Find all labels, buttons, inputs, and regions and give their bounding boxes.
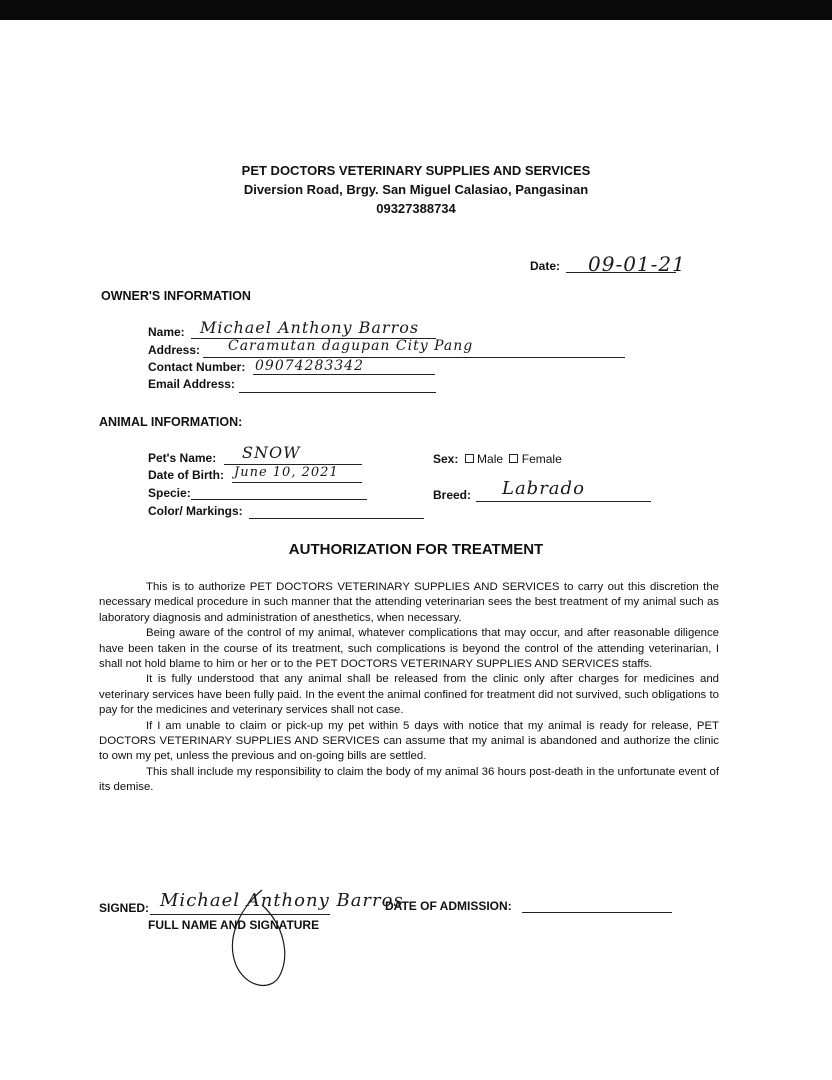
authorization-paragraph: If I am unable to claim or pick-up my pet within 5 days with notice that my animal is ready for release, PET DOCTORS VETERINARY SUPPLIES AND SERVICES can assume that my animal is abandoned and authorize the clinic to own my pet, unless the previous and on-going bills are settled. — [99, 719, 719, 763]
full-name-caption: FULL NAME AND SIGNATURE — [148, 918, 320, 932]
company-address: Diversion Road, Brgy. San Miguel Calasiao, Pangasinan — [243, 182, 589, 197]
sex-male-label: Male — [477, 452, 504, 466]
pet-name-label: Pet's Name: — [148, 451, 217, 465]
signed-label: SIGNED: — [99, 901, 150, 915]
admission-line — [522, 912, 672, 913]
owner-email-label: Email Address: — [148, 377, 235, 391]
dob-value: June 10, 2021 — [234, 465, 339, 480]
company-name: PET DOCTORS VETERINARY SUPPLIES AND SERVICES — [241, 163, 591, 178]
authorization-paragraph: This is to authorize PET DOCTORS VETERINARY SUPPLIES AND SERVICES to carry out this discretion the necessary medical procedure in such manner that the attending veterinarian sees the best treatment of my animal such as laboratory diagnosis and administration of anesthetics, when necessary. — [99, 581, 719, 624]
pet-name-value: SNOW — [242, 443, 301, 462]
date-label: Date: — [530, 259, 561, 273]
authorization-title: AUTHORIZATION FOR TREATMENT — [288, 541, 544, 558]
owner-address-value: Caramutan dagupan City Pang — [228, 338, 474, 354]
date-value: 09-01-21 — [588, 252, 686, 276]
owner-contact-value: 09074283342 — [255, 358, 364, 374]
sex-label: Sex: — [433, 452, 459, 466]
company-phone: 09327388734 — [376, 201, 456, 216]
signature-value: Michael Anthony Barros — [160, 890, 404, 911]
owner-address-label: Address: — [148, 343, 201, 357]
owner-name-label: Name: — [148, 325, 185, 339]
animal-heading: ANIMAL INFORMATION: — [99, 415, 243, 429]
owner-contact-label: Contact Number: — [148, 360, 246, 374]
breed-label: Breed: — [433, 488, 472, 502]
sex-female-label: Female — [521, 452, 562, 466]
owner-heading: OWNER'S INFORMATION — [101, 289, 251, 303]
authorization-paragraph: Being aware of the control of my animal, whatever complications that may occur, and after reasonable diligence have been taken in the course of its treatment, such complications is beyond the control of the attending veterinarian, I shall not hold blame to him or her or to the PET DOCTORS VETERINARY SUPPLIES AND SERVICES staffs. — [99, 627, 719, 671]
admission-label: DATE OF ADMISSION: — [385, 899, 512, 913]
color-label: Color/ Markings: — [148, 504, 243, 518]
breed-value: Labrado — [502, 478, 585, 499]
authorization-paragraph: This shall include my responsibility to claim the body of my animal 36 hours post-death in the unfortunate event of its demise. — [99, 765, 719, 794]
owner-name-value: Michael Anthony Barros — [200, 318, 420, 337]
specie-label: Specie: — [148, 486, 191, 500]
dob-label: Date of Birth: — [148, 468, 224, 482]
authorization-paragraph: It is fully understood that any animal shall be released from the clinic only after charges for medicines and veterinary services have been fully paid. In the event the animal confined for treatment did not survived, such obligations to pay for the medicines and veterinary services shall not case. — [99, 673, 719, 717]
